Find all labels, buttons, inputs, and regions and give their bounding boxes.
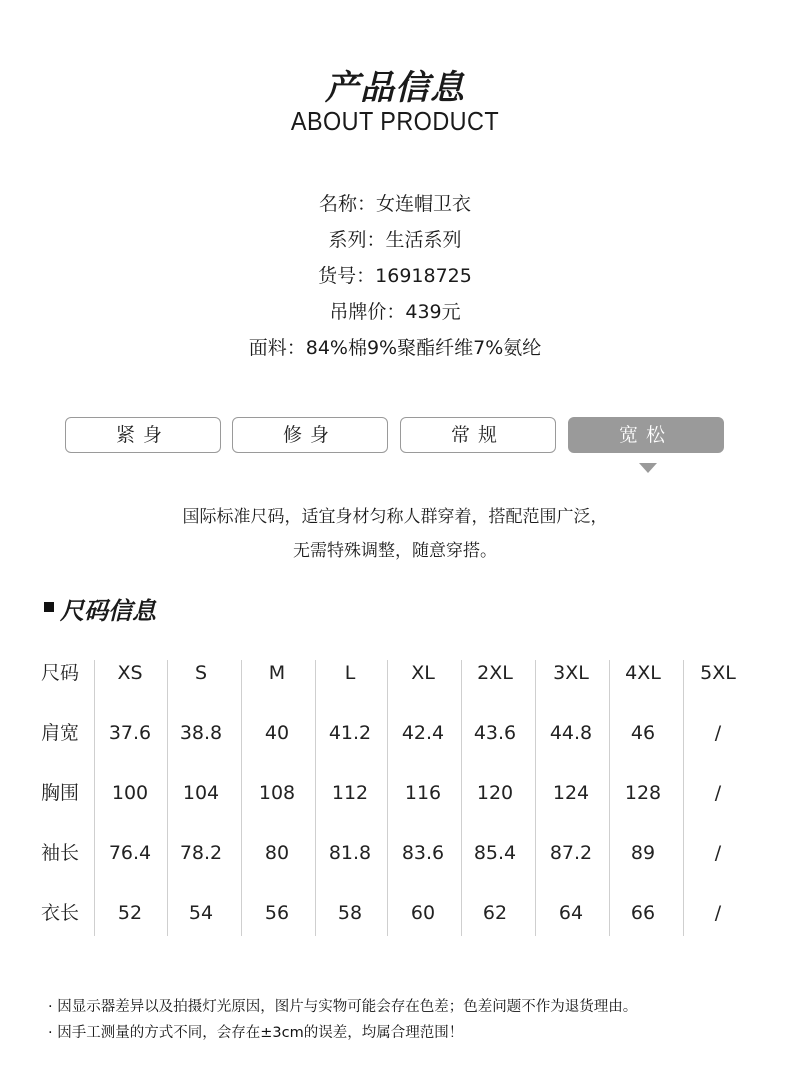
product-title-cn: 产品信息 <box>325 68 465 108</box>
info-name: 名称：女连帽卫衣 <box>318 193 471 215</box>
square-bullet-icon <box>44 602 54 612</box>
row-label: 尺码 <box>40 662 79 684</box>
table-cell: 58 <box>337 902 363 924</box>
table-cell: 89 <box>630 842 656 864</box>
column-divider <box>167 660 168 936</box>
table-cell: / <box>714 842 722 864</box>
table-cell: 64 <box>558 902 584 924</box>
table-header-row <box>20 643 760 703</box>
info-series: 系列：生活系列 <box>328 229 462 251</box>
size-section-title: 尺码信息 <box>60 597 156 625</box>
table-cell: 66 <box>630 902 656 924</box>
table-cell: 85.4 <box>473 842 517 864</box>
fit-description-line: 国际标准尺码，适宜身材匀称人群穿着，搭配范围广泛， <box>182 507 608 527</box>
column-divider <box>461 660 462 936</box>
table-cell: 128 <box>624 782 662 804</box>
info-fabric: 面料：84%棉9%聚酯纤维7%氨纶 <box>248 337 542 359</box>
size-label: S <box>194 662 208 684</box>
table-cell: 44.8 <box>549 722 593 744</box>
table-cell: 46 <box>630 722 656 744</box>
column-divider <box>94 660 95 936</box>
row-label: 肩宽 <box>40 722 79 744</box>
column-divider <box>315 660 316 936</box>
notes <box>48 994 768 1046</box>
table-cell: 38.8 <box>179 722 223 744</box>
info-tag-price: 吊牌价：439元 <box>329 301 461 323</box>
table-cell: 60 <box>410 902 436 924</box>
table-cell: 40 <box>264 722 290 744</box>
selected-fit-indicator-icon <box>639 463 657 473</box>
table-cell: 100 <box>111 782 149 804</box>
table-cell: / <box>714 902 722 924</box>
size-table <box>20 643 760 943</box>
size-label: 5XL <box>700 662 736 684</box>
size-label: XS <box>117 662 143 684</box>
table-cell: / <box>714 722 722 744</box>
table-cell: 81.8 <box>328 842 372 864</box>
fit-option-loose[interactable]: 宽松 <box>568 417 724 453</box>
note-color-difference: · 因显示器差异以及拍摄灯光原因，图片与实物可能会存在色差；色差问题不作为退货理由。 <box>48 999 638 1015</box>
column-divider <box>387 660 388 936</box>
size-label: 2XL <box>477 662 513 684</box>
size-label: 3XL <box>553 662 589 684</box>
note-measurement-error: · 因手工测量的方式不同，会存在±3cm的误差，均属合理范围！ <box>48 1025 464 1041</box>
table-cell: 80 <box>264 842 290 864</box>
table-cell: / <box>714 782 722 804</box>
fit-description <box>0 500 790 568</box>
table-cell: 112 <box>331 782 369 804</box>
row-label: 衣长 <box>40 902 79 924</box>
fit-option-tight[interactable]: 紧身 <box>65 417 221 453</box>
table-cell: 76.4 <box>108 842 152 864</box>
size-label: M <box>268 662 286 684</box>
column-divider <box>609 660 610 936</box>
row-label: 胸围 <box>40 782 79 804</box>
column-divider <box>241 660 242 936</box>
table-cell: 37.6 <box>108 722 152 744</box>
table-row <box>20 823 760 883</box>
fit-description-line: 无需特殊调整，随意穿搭。 <box>293 541 497 561</box>
table-cell: 41.2 <box>328 722 372 744</box>
table-row <box>20 883 760 943</box>
table-cell: 54 <box>188 902 214 924</box>
column-divider <box>683 660 684 936</box>
table-cell: 116 <box>404 782 442 804</box>
info-item-number: 货号：16918725 <box>318 265 472 287</box>
table-cell: 124 <box>552 782 590 804</box>
row-label: 袖长 <box>40 842 79 864</box>
table-cell: 87.2 <box>549 842 593 864</box>
column-divider <box>535 660 536 936</box>
table-cell: 104 <box>182 782 220 804</box>
table-cell: 56 <box>264 902 290 924</box>
size-label: XL <box>411 662 435 684</box>
table-row <box>20 703 760 763</box>
table-cell: 42.4 <box>401 722 445 744</box>
table-cell: 78.2 <box>179 842 223 864</box>
table-cell: 62 <box>482 902 508 924</box>
size-label: 4XL <box>625 662 661 684</box>
product-title-en: ABOUT PRODUCT <box>290 106 500 136</box>
table-row <box>20 763 760 823</box>
table-cell: 43.6 <box>473 722 517 744</box>
fit-option-regular[interactable]: 常规 <box>400 417 556 453</box>
table-cell: 83.6 <box>401 842 445 864</box>
product-info <box>0 186 790 366</box>
table-cell: 120 <box>476 782 514 804</box>
table-cell: 52 <box>117 902 143 924</box>
table-cell: 108 <box>258 782 296 804</box>
fit-selector <box>65 417 724 453</box>
fit-option-slim[interactable]: 修身 <box>232 417 388 453</box>
size-label: L <box>344 662 356 684</box>
